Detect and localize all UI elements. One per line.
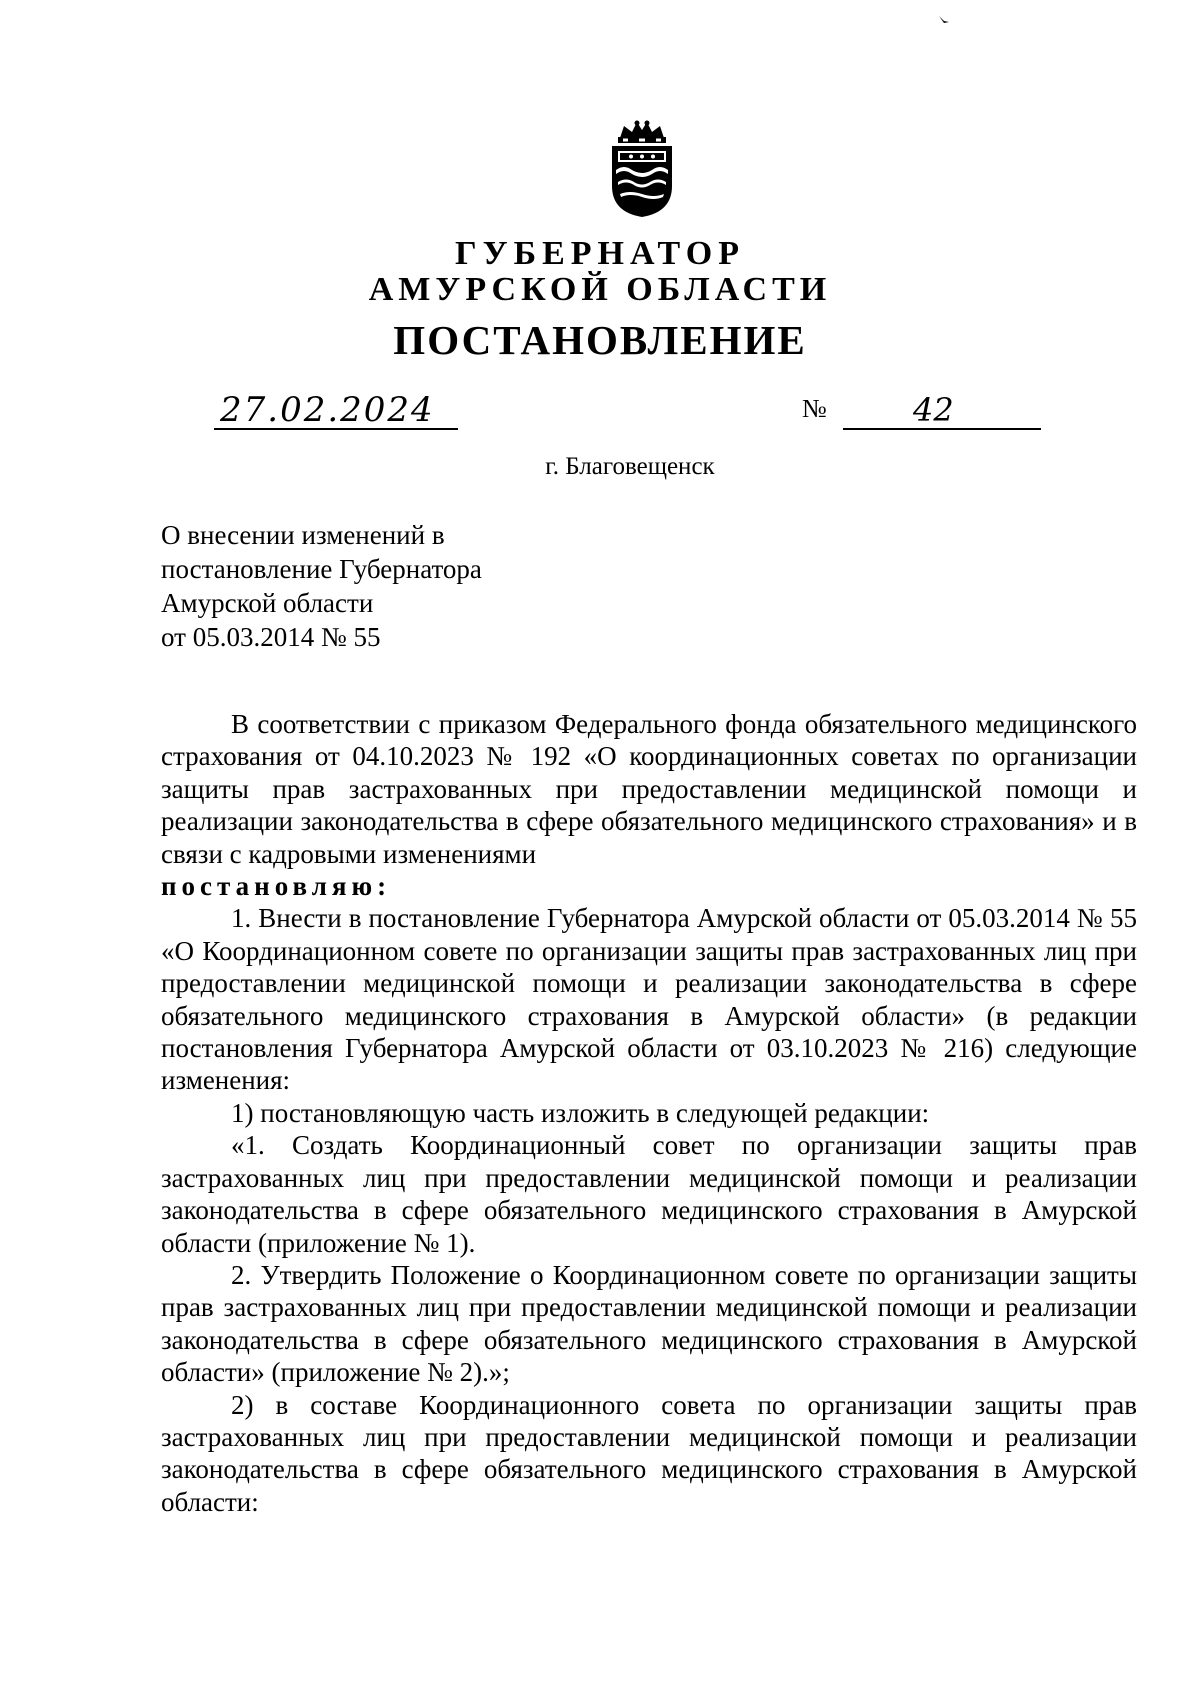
document-body [161, 708, 1137, 1518]
subject-line: постановление Губернатора [161, 554, 482, 584]
quoted-item-1-paragraph: «1. Создать Координационный совет по организации защиты прав застрахованных лиц при предоставлении медицинской помощи и реализации законодательства в сфере обязательного медицинского страхования в Амурской области (приложение № 1). [161, 1130, 1137, 1258]
scan-speck-mark [938, 14, 950, 24]
city-label: г. Благовещенск [545, 453, 715, 480]
subitem-2-paragraph: 2) в составе Координационного совета по организации защиты прав застрахованных лиц при предоставлении медицинской помощи и реализации законодательства в сфере обязательного медицинского страхования в Амурской области: [161, 1389, 1137, 1517]
number-sign-label: № [802, 394, 827, 423]
date-field [214, 384, 458, 430]
document-type-title: ПОСТАНОВЛЕНИЕ [393, 317, 807, 363]
subject-block [161, 518, 661, 654]
subitem-1-paragraph: 1) постановляющую часть изложить в следующей редакции: [231, 1097, 930, 1128]
handwritten-date: 27.02.2024 [220, 390, 435, 430]
preamble-paragraph: В соответствии с приказом Федерального фонда обязательного медицинского страхования от 04.10.2023 № 192 «О координационных советах по организации защиты прав застрахованных при предоставлении медицинской помощи и реализации законодательства в сфере обязательного медицинского страхования» и в связи с кадровыми изменениями [161, 709, 1137, 869]
coat-of-arms-emblem [606, 118, 678, 218]
region-title: АМУРСКОЙ ОБЛАСТИ [368, 271, 832, 308]
handwritten-number: 42 [913, 391, 954, 429]
item-1-paragraph: 1. Внести в постановление Губернатора Амурской области от 05.03.2014 № 55 «О Координационном совете по организации защиты прав застрахованных лиц при предоставлении медицинской помощи и реализации законодательства в сфере обязательного медицинского страхования в Амурской области» (в редакции постановления Губернатора Амурской области от 03.10.2023 № 216) следующие изменения: [161, 903, 1137, 1096]
authority-title: ГУБЕРНАТОР [455, 235, 745, 272]
decree-word: постановляю: [161, 871, 392, 902]
quoted-item-2-paragraph: 2. Утвердить Положение о Координационном совете по организации защиты прав застрахованных лиц при предоставлении медицинской помощи и реализации законодательства в сфере обязательного медицинского страхования в Амурской области» (приложение № 2).»; [161, 1259, 1137, 1388]
number-field [843, 384, 1041, 430]
subject-line: Амурской области [161, 588, 374, 618]
subject-line: от 05.03.2014 № 55 [161, 622, 381, 652]
subject-line: О внесении изменений в [161, 520, 445, 550]
